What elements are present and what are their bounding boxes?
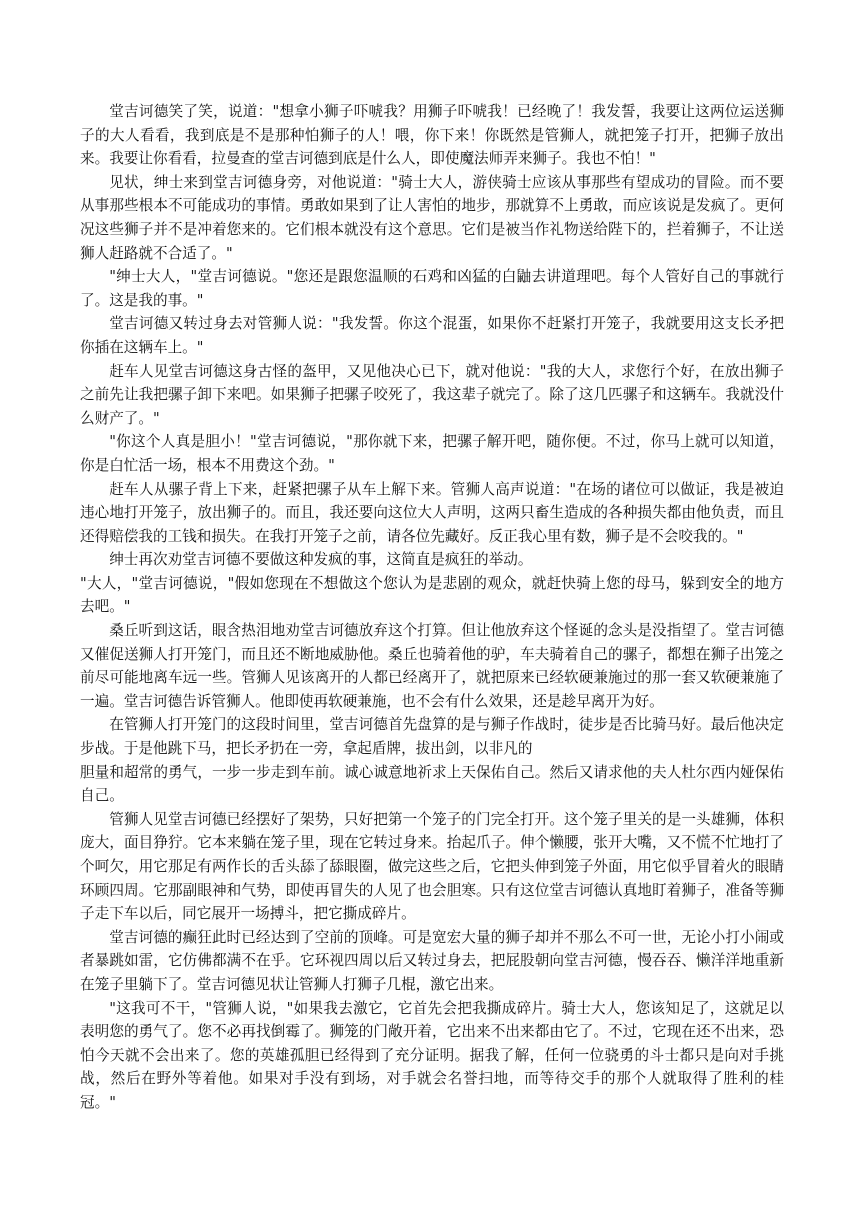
paragraph-2: 见状，绅士来到堂吉诃德身旁，对他说道："骑士大人，游侠骑士应该从事那些有望成功的冒险。而不要从事那些根本不可能成功的事情。勇敢如果到了让人害怕的地步，那就算不上勇敢，而应该说是发疯了。更何况这些狮子并不是冲着您来的。它们根本就没有这个意思。它们是被当作礼物送给陛下的，拦着狮子，不让送狮人赶路就不合适了。" <box>80 173 784 262</box>
paragraph-3: "绅士大人，"堂吉诃德说。"您还是跟您温顺的石鸡和凶猛的白鼬去讲道理吧。每个人管好自己的事就行了。这是我的事。" <box>80 268 784 309</box>
paragraph-5: 赶车人见堂吉诃德这身古怪的盔甲，又见他决心已下，就对他说："我的大人，求您行个好，在放出狮子之前先让我把骡子卸下来吧。如果狮子把骡子咬死了，我这辈子就完了。除了这几匹骡子和这辆车。我就没什么财产了。" <box>80 362 784 427</box>
paragraph-14: 堂吉诃德的癫狂此时已经达到了空前的顶峰。可是宽宏大量的狮子却并不那么不可一世，无论小打小闹或者暴跳如雷，它仿佛都满不在乎。它环视四周以后又转过身去，把屁股朝向堂吉河德，慢吞吞、懒洋洋地重新在笼子里躺下了。堂吉诃德见状让管狮人打狮子几棍，激它出来。 <box>80 928 784 993</box>
paragraph-15: "这我可不干，"管狮人说，"如果我去激它，它首先会把我撕成碎片。骑士大人，您该知足了，这就足以表明您的勇气了。您不必再找倒霉了。狮笼的门敞开着，它出来不出来都由它了。不过，它现在还不出来，恐怕今天就不会出来了。您的英雄孤胆已经得到了充分证明。据我了解，任何一位骁勇的斗士都只是向对手挑战，然后在野外等着他。如果对手没有到场，对手就会名誉扫地，而等待交手的那个人就取得了胜利的桂冠。" <box>80 999 784 1111</box>
paragraph-10: 桑丘听到这话，眼含热泪地劝堂吉诃德放弃这个打算。但让他放弃这个怪诞的念头是没指望了。堂吉诃德又催促送狮人打开笼门，而且还不断地威胁他。桑丘也骑着他的驴，车夫骑着自己的骡子，都想在狮子出笼之前尽可能地离车远一些。管狮人见该离开的人都已经离开了，就把原来已经软硬兼施过的那一套又软硬兼施了一遍。堂吉诃德告诉管狮人。他即使再软硬兼施，也不会有什么效果，还是趁早离开为好。 <box>80 622 784 710</box>
paragraph-7: 赶车人从骡子背上下来，赶紧把骡子从车上解下来。管狮人高声说道："在场的诸位可以做证，我是被迫违心地打开笼子，放出狮子的。而且，我还要向这位大人声明，这两只畜生造成的各种损失都由他负责，而且还得赔偿我的工钱和损失。在我打开笼子之前，请各位先藏好。反正我心里有数，狮子是不会咬我的。" <box>80 480 784 545</box>
document-page <box>80 100 784 1115</box>
paragraph-8: 绅士再次劝堂吉诃德不要做这种发疯的事，这简直是疯狂的举动。 <box>109 551 533 569</box>
paragraph-13: 管狮人见堂吉诃德已经摆好了架势，只好把第一个笼子的门完全打开。这个笼子里关的是一头雄狮，体积庞大，面目狰狞。它本来躺在笼子里，现在它转过身来。抬起爪子。伸个懒腰，张开大嘴，又不慌不忙地打了个呵欠，用它那足有两作长的舌头舔了舔眼圈，做完这些之后，它把头伸到笼子外面，用它似乎冒着火的眼睛环顾四周。它那副眼神和气势，即使再冒失的人见了也会胆寒。只有这位堂吉诃德认真地盯着狮子，准备等狮子走下车以后，同它展开一场搏斗，把它撕成碎片。 <box>80 810 784 923</box>
paragraph-4: 堂吉诃德又转过身去对管狮人说："我发誓。你这个混蛋，如果你不赶紧打开笼子，我就要用这支长矛把你插在这辆车上。" <box>80 315 784 356</box>
paragraph-6: "你这个人真是胆小！"堂吉诃德说，"那你就下来，把骡子解开吧，随你便。不过，你马上就可以知道，你是白忙活一场，根本不用费这个劲。" <box>80 433 784 474</box>
paragraph-9: "大人，"堂吉诃德说，"假如您现在不想做这个您认为是悲剧的观众，就赶快骑上您的母马，躲到安全的地方去吧。" <box>80 574 784 616</box>
paragraph-11: 在管狮人打开笼门的这段时间里，堂吉诃德首先盘算的是与狮子作战时，徒步是否比骑马好。最后他决定步战。于是他跳下马，把长矛扔在一旁，拿起盾牌，拔出剑，以非凡的 <box>80 716 784 758</box>
paragraph-12: 胆量和超常的勇气，一步一步走到车前。诚心诚意地祈求上天保佑自己。然后又请求他的夫人杜尔西内娅保佑自己。 <box>80 763 784 805</box>
paragraph-1: 堂吉诃德笑了笑，说道："想拿小狮子吓唬我？用狮子吓唬我！已经晚了！我发誓，我要让这两位运送狮子的大人看看，我到底是不是那种怕狮子的人！喂，你下来！你既然是管狮人，就把笼子打开，把狮子放出来。我要让你看看，拉曼查的堂吉诃德到底是什么人，即使魔法师弄来狮子。我也不怕！" <box>80 103 784 168</box>
